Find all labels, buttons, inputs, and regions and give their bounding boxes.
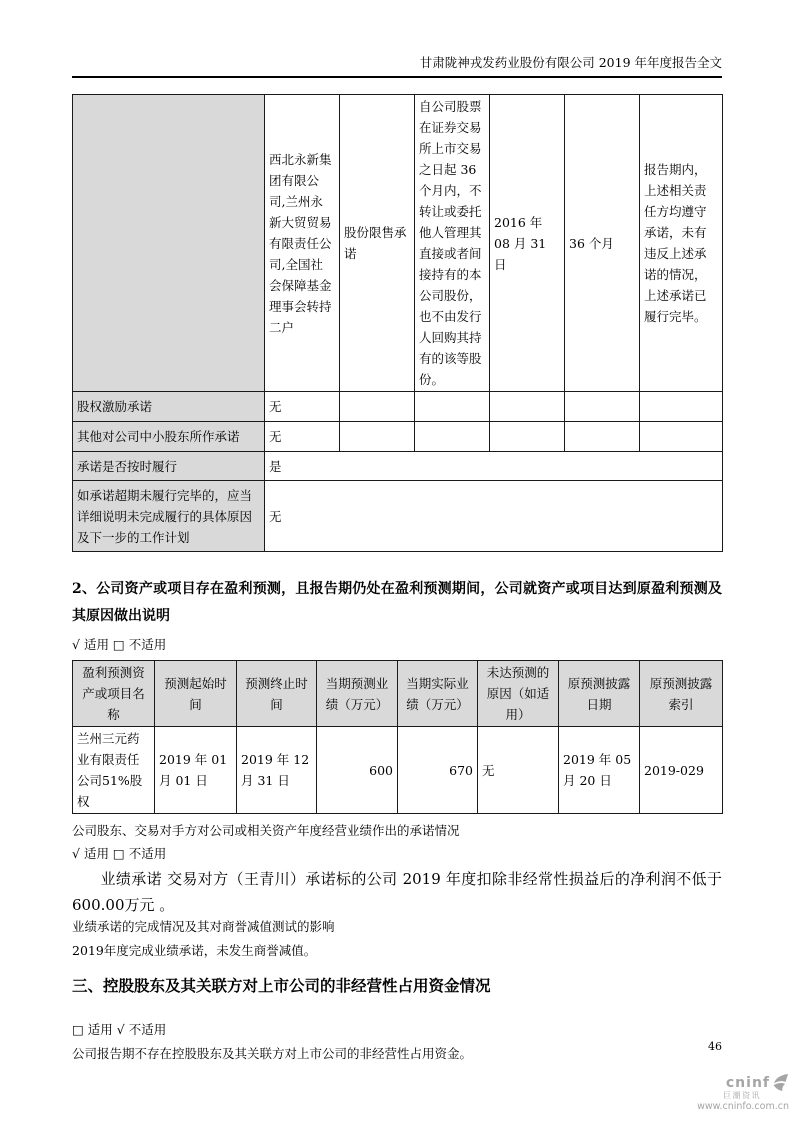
- table-cell-party: 西北永新集团有限公司,兰州永新大贸贸易有限责任公司,全国社会保障基金理事会转持二户: [265, 95, 340, 392]
- table-cell-value: 是: [265, 452, 723, 481]
- page-number: 46: [708, 1040, 722, 1053]
- table-cell-empty: [340, 422, 415, 452]
- table-cell-value: 无: [265, 392, 340, 422]
- table-cell-label-empty: [73, 95, 265, 392]
- profit-forecast-table: [72, 660, 723, 814]
- table-row-overdue-explanation: [73, 481, 723, 552]
- commitment-table: [72, 94, 723, 552]
- table-cell-label: 其他对公司中小股东所作承诺: [73, 422, 265, 452]
- header-rule: [72, 76, 722, 78]
- table-cell-content: 自公司股票在证券交易所上市交易之日起 36 个月内，不转让或委托他人管理其直接或者间接持有的本公司股份，也不由发行人回购其持有的该等股份。: [415, 95, 490, 392]
- section3-body: 公司报告期不存在控股股东及其关联方对上市公司的非经营性占用资金。: [72, 1046, 473, 1061]
- section3-heading: 三、控股股东及其关联方对上市公司的非经营性占用资金情况: [72, 976, 491, 995]
- table-cell-value: 无: [265, 481, 723, 552]
- table-cell-empty: [415, 392, 490, 422]
- cninfo-logo: [697, 1074, 789, 1113]
- section3-applicability: □ 适用 √ 不适用: [72, 1022, 167, 1037]
- table-cell-asset: 兰州三元药业有限责任公司51%股权: [73, 727, 155, 814]
- table-row-lockup: [73, 95, 723, 392]
- cninfo-swirl-icon: [771, 1074, 788, 1091]
- performance-commitment-paragraph: 业绩承诺 交易对方（王青川）承诺标的公司 2019 年度扣除非经常性损益后的净利润不低于600.00万元 。: [72, 870, 722, 914]
- section2-applicability: √ 适用 □ 不适用: [72, 637, 167, 652]
- table-header-cell: 当期实际业绩（万元）: [398, 661, 478, 727]
- goodwill-result: 2019年度完成业绩承诺，未发生商誉减值。: [72, 943, 317, 958]
- table-cell-empty: [490, 422, 565, 452]
- header-title: 甘肃陇神戎发药业股份有限公司 2019 年年度报告全文: [419, 55, 722, 70]
- table-row-forecast: [73, 727, 723, 814]
- table-cell-empty: [415, 422, 490, 452]
- table-row-fulfilled-on-time: [73, 452, 723, 481]
- table-row-other-commitments: [73, 422, 723, 452]
- table-header-cell: 原预测披露日期: [559, 661, 640, 727]
- table-cell-empty: [340, 392, 415, 422]
- table-header-cell: 原预测披露索引: [640, 661, 723, 727]
- table-cell-forecast-value: 600: [317, 727, 398, 814]
- table-cell-empty: [640, 392, 723, 422]
- table-cell-empty: [490, 392, 565, 422]
- table-header-cell: 预测终止时间: [237, 661, 317, 727]
- table-cell-empty: [640, 422, 723, 452]
- page-content: [72, 0, 722, 1062]
- cninfo-logo-row: [726, 1074, 788, 1091]
- cninfo-logo-text: cninf: [725, 1074, 770, 1091]
- table-cell-label: 股权激励承诺: [73, 392, 265, 422]
- table-header-cell: 当期预测业绩（万元）: [317, 661, 398, 727]
- table-row-equity-incentive: [73, 392, 723, 422]
- table-cell-end-date: 2019 年 12 月 31 日: [237, 727, 317, 814]
- table-cell-empty: [565, 392, 640, 422]
- section2-heading: 2、公司资产或项目存在盈利预测，且报告期仍处在盈利预测期间，公司就资产或项目达到原盈利预测及其原因做出说明: [72, 581, 722, 624]
- shareholder-commitment-note: 公司股东、交易对手方对公司或相关资产年度经营业绩作出的承诺情况: [72, 823, 460, 838]
- table-cell-start-date: 2019 年 01 月 01 日: [155, 727, 237, 814]
- table-header-cell: 盈利预测资产或项目名称: [73, 661, 155, 727]
- table-cell-label: 如承诺超期未履行完毕的，应当详细说明未完成履行的具体原因及下一步的工作计划: [73, 481, 265, 552]
- page-header: [72, 0, 722, 71]
- table-cell-value: 无: [265, 422, 340, 452]
- table-cell-actual-value: 670: [398, 727, 478, 814]
- table-cell-label: 承诺是否按时履行: [73, 452, 265, 481]
- commitment-applicability: √ 适用 □ 不适用: [72, 846, 167, 861]
- goodwill-title: 业绩承诺的完成情况及其对商誉减值测试的影响: [72, 919, 335, 934]
- table-cell-performance: 报告期内，上述相关责任方均遵守承诺，未有违反上述承诺的情况，上述承诺已履行完毕。: [640, 95, 723, 392]
- table-cell-date: 2016 年 08 月 31 日: [490, 95, 565, 392]
- table-cell-disclosure-date: 2019 年 05 月 20 日: [559, 727, 640, 814]
- table-cell-empty: [565, 422, 640, 452]
- table-cell-disclosure-index: 2019-029: [640, 727, 723, 814]
- table-cell-reason: 无: [478, 727, 559, 814]
- table-cell-type: 股份限售承诺: [340, 95, 415, 392]
- table-cell-duration: 36 个月: [565, 95, 640, 392]
- table-header-cell: 预测起始时间: [155, 661, 237, 727]
- cninfo-logo-url: www.cninfo.com.cn: [697, 1101, 789, 1112]
- table-header-row: [73, 661, 723, 727]
- cninfo-logo-subtitle: 巨潮资讯: [723, 1091, 761, 1100]
- table-header-cell: 未达预测的原因（如适用）: [478, 661, 559, 727]
